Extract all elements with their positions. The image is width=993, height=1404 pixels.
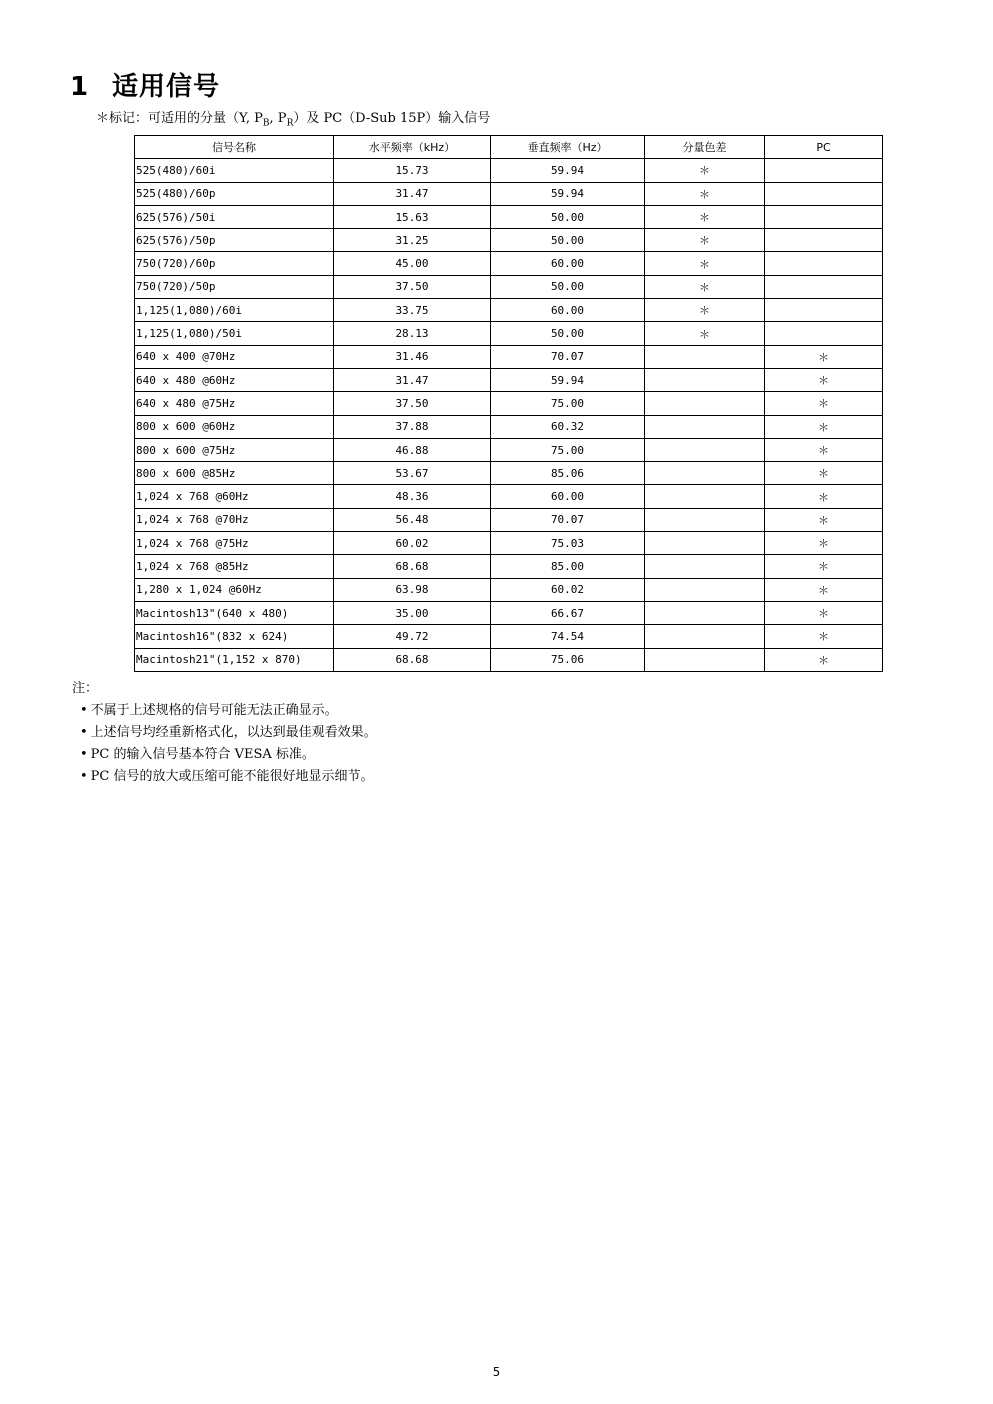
cell-pc-mark (765, 252, 883, 275)
cell-pc-mark (765, 159, 883, 182)
cell-component-mark: ＊ (645, 182, 765, 205)
table-header-row (135, 136, 883, 159)
cell-signal-name: 525(480)/60i (135, 159, 334, 182)
cell-vertical-freq: 75.00 (491, 392, 645, 415)
cell-signal-name: 640 x 480 @75Hz (135, 392, 334, 415)
cell-vertical-freq: 60.32 (491, 415, 645, 438)
legend-prefix: ＊标记：可适用的分量（Y, P (96, 111, 263, 126)
cell-horizontal-freq: 60.02 (334, 532, 491, 555)
header-component: 分量色差 (645, 136, 765, 159)
header-pc: PC (765, 136, 883, 159)
cell-signal-name: 1,024 x 768 @75Hz (135, 532, 334, 555)
note-item: • PC 信号的放大或压缩可能不能很好地显示细节。 (80, 766, 377, 788)
cell-signal-name: 1,024 x 768 @60Hz (135, 485, 334, 508)
cell-pc-mark: ＊ (765, 438, 883, 461)
table-row (135, 345, 883, 368)
table-row (135, 229, 883, 252)
note-item: • PC 的输入信号基本符合 VESA 标准。 (80, 744, 377, 766)
cell-horizontal-freq: 31.25 (334, 229, 491, 252)
cell-signal-name: 525(480)/60p (135, 182, 334, 205)
cell-component-mark: ＊ (645, 252, 765, 275)
cell-component-mark (645, 648, 765, 671)
legend-mid: , P (269, 111, 287, 126)
cell-vertical-freq: 85.00 (491, 555, 645, 578)
cell-horizontal-freq: 37.50 (334, 275, 491, 298)
cell-vertical-freq: 75.06 (491, 648, 645, 671)
cell-component-mark: ＊ (645, 275, 765, 298)
header-horizontal-freq: 水平频率（kHz） (334, 136, 491, 159)
legend-suffix: ）及 PC（D-Sub 15P）输入信号 (293, 111, 491, 126)
cell-signal-name: 750(720)/50p (135, 275, 334, 298)
cell-vertical-freq: 60.00 (491, 485, 645, 508)
cell-horizontal-freq: 31.47 (334, 368, 491, 391)
cell-component-mark (645, 578, 765, 601)
cell-component-mark (645, 485, 765, 508)
table-row (135, 182, 883, 205)
cell-signal-name: 625(576)/50i (135, 205, 334, 228)
cell-component-mark (645, 555, 765, 578)
cell-signal-name: 1,024 x 768 @70Hz (135, 508, 334, 531)
cell-component-mark (645, 625, 765, 648)
cell-horizontal-freq: 37.50 (334, 392, 491, 415)
cell-component-mark (645, 438, 765, 461)
cell-component-mark (645, 345, 765, 368)
cell-pc-mark: ＊ (765, 392, 883, 415)
notes (72, 678, 377, 788)
table-row (135, 532, 883, 555)
cell-vertical-freq: 70.07 (491, 345, 645, 368)
cell-horizontal-freq: 15.73 (334, 159, 491, 182)
cell-pc-mark (765, 322, 883, 345)
table-row (135, 322, 883, 345)
signal-table (134, 135, 883, 672)
cell-horizontal-freq: 35.00 (334, 601, 491, 624)
cell-horizontal-freq: 28.13 (334, 322, 491, 345)
cell-vertical-freq: 50.00 (491, 205, 645, 228)
cell-horizontal-freq: 31.46 (334, 345, 491, 368)
cell-pc-mark: ＊ (765, 578, 883, 601)
cell-component-mark (645, 532, 765, 555)
legend-sub-r: R (286, 118, 294, 129)
cell-pc-mark (765, 299, 883, 322)
cell-horizontal-freq: 31.47 (334, 182, 491, 205)
table-row (135, 275, 883, 298)
cell-vertical-freq: 66.67 (491, 601, 645, 624)
table-row (135, 508, 883, 531)
cell-pc-mark (765, 182, 883, 205)
cell-component-mark (645, 462, 765, 485)
cell-vertical-freq: 60.00 (491, 299, 645, 322)
cell-horizontal-freq: 49.72 (334, 625, 491, 648)
cell-pc-mark: ＊ (765, 485, 883, 508)
cell-signal-name: 1,280 x 1,024 @60Hz (135, 578, 334, 601)
table-row (135, 625, 883, 648)
cell-pc-mark: ＊ (765, 368, 883, 391)
section-heading: 适用信号 (112, 72, 221, 102)
cell-pc-mark: ＊ (765, 508, 883, 531)
cell-pc-mark: ＊ (765, 555, 883, 578)
cell-pc-mark: ＊ (765, 625, 883, 648)
table-row (135, 438, 883, 461)
table-row (135, 299, 883, 322)
cell-component-mark: ＊ (645, 159, 765, 182)
cell-vertical-freq: 50.00 (491, 322, 645, 345)
cell-signal-name: 640 x 480 @60Hz (135, 368, 334, 391)
cell-horizontal-freq: 33.75 (334, 299, 491, 322)
cell-vertical-freq: 74.54 (491, 625, 645, 648)
table-row (135, 252, 883, 275)
cell-signal-name: 800 x 600 @60Hz (135, 415, 334, 438)
table-row (135, 648, 883, 671)
cell-horizontal-freq: 56.48 (334, 508, 491, 531)
cell-pc-mark: ＊ (765, 462, 883, 485)
cell-component-mark: ＊ (645, 229, 765, 252)
cell-pc-mark: ＊ (765, 648, 883, 671)
section-number: 1 (70, 72, 90, 102)
cell-signal-name: 750(720)/60p (135, 252, 334, 275)
notes-list (72, 700, 377, 788)
table-row (135, 601, 883, 624)
cell-signal-name: 640 x 400 @70Hz (135, 345, 334, 368)
cell-horizontal-freq: 53.67 (334, 462, 491, 485)
section-title (70, 66, 220, 103)
cell-signal-name: 625(576)/50p (135, 229, 334, 252)
cell-component-mark (645, 368, 765, 391)
table-row (135, 555, 883, 578)
table-row (135, 205, 883, 228)
cell-vertical-freq: 75.03 (491, 532, 645, 555)
cell-pc-mark: ＊ (765, 415, 883, 438)
cell-component-mark (645, 508, 765, 531)
note-item: • 上述信号均经重新格式化，以达到最佳观看效果。 (80, 722, 377, 744)
cell-component-mark: ＊ (645, 322, 765, 345)
cell-horizontal-freq: 63.98 (334, 578, 491, 601)
table-row (135, 392, 883, 415)
cell-component-mark: ＊ (645, 205, 765, 228)
cell-pc-mark (765, 275, 883, 298)
cell-horizontal-freq: 48.36 (334, 485, 491, 508)
notes-label: 注： (72, 681, 99, 696)
cell-vertical-freq: 75.00 (491, 438, 645, 461)
cell-signal-name: 800 x 600 @85Hz (135, 462, 334, 485)
table-row (135, 462, 883, 485)
cell-vertical-freq: 60.02 (491, 578, 645, 601)
cell-vertical-freq: 59.94 (491, 182, 645, 205)
cell-horizontal-freq: 68.68 (334, 555, 491, 578)
table-row (135, 415, 883, 438)
cell-signal-name: Macintosh21"(1,152 x 870) (135, 648, 334, 671)
cell-vertical-freq: 70.07 (491, 508, 645, 531)
cell-vertical-freq: 50.00 (491, 229, 645, 252)
cell-vertical-freq: 59.94 (491, 159, 645, 182)
cell-vertical-freq: 50.00 (491, 275, 645, 298)
cell-pc-mark (765, 205, 883, 228)
cell-signal-name: Macintosh13"(640 x 480) (135, 601, 334, 624)
cell-pc-mark: ＊ (765, 532, 883, 555)
note-item: • 不属于上述规格的信号可能无法正确显示。 (80, 700, 377, 722)
table-row (135, 485, 883, 508)
cell-horizontal-freq: 46.88 (334, 438, 491, 461)
legend-sub-b: B (262, 118, 270, 129)
cell-pc-mark: ＊ (765, 345, 883, 368)
cell-component-mark (645, 601, 765, 624)
page-number: 5 (492, 1365, 501, 1379)
cell-horizontal-freq: 68.68 (334, 648, 491, 671)
cell-signal-name: 1,125(1,080)/60i (135, 299, 334, 322)
legend-text (96, 107, 490, 129)
cell-pc-mark: ＊ (765, 601, 883, 624)
cell-component-mark (645, 415, 765, 438)
cell-horizontal-freq: 45.00 (334, 252, 491, 275)
cell-signal-name: 800 x 600 @75Hz (135, 438, 334, 461)
cell-component-mark (645, 392, 765, 415)
cell-component-mark: ＊ (645, 299, 765, 322)
cell-horizontal-freq: 15.63 (334, 205, 491, 228)
cell-vertical-freq: 85.06 (491, 462, 645, 485)
cell-signal-name: 1,125(1,080)/50i (135, 322, 334, 345)
cell-vertical-freq: 60.00 (491, 252, 645, 275)
cell-horizontal-freq: 37.88 (334, 415, 491, 438)
table-row (135, 159, 883, 182)
header-vertical-freq: 垂直频率（Hz） (491, 136, 645, 159)
table-row (135, 368, 883, 391)
cell-vertical-freq: 59.94 (491, 368, 645, 391)
header-signal-name: 信号名称 (135, 136, 334, 159)
cell-pc-mark (765, 229, 883, 252)
table-row (135, 578, 883, 601)
table-body (135, 159, 883, 672)
cell-signal-name: 1,024 x 768 @85Hz (135, 555, 334, 578)
cell-signal-name: Macintosh16"(832 x 624) (135, 625, 334, 648)
